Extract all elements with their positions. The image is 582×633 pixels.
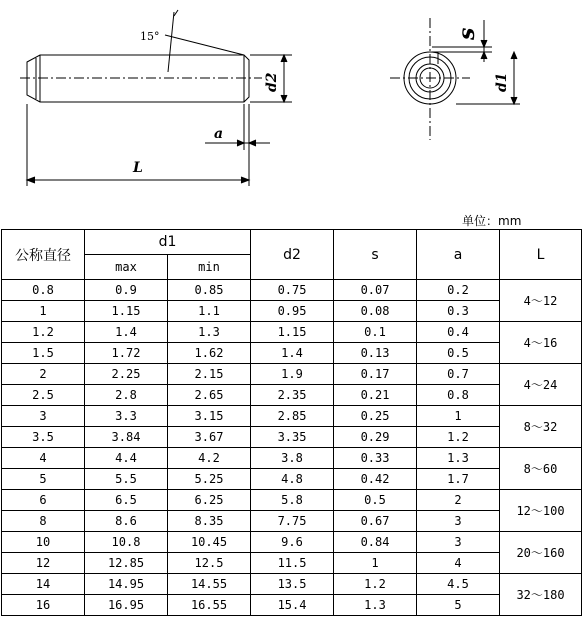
cell-s: 0.84 (334, 532, 417, 553)
cell-a: 0.4 (417, 322, 500, 343)
header-L: L (500, 230, 582, 280)
cell-nominal: 2.5 (2, 385, 85, 406)
table-row (2, 469, 582, 490)
cell-min: 4.2 (168, 448, 251, 469)
cell-nominal: 16 (2, 595, 85, 616)
cell-nominal: 6 (2, 490, 85, 511)
cell-min: 10.45 (168, 532, 251, 553)
cell-s: 0.13 (334, 343, 417, 364)
table-row (2, 343, 582, 364)
cell-nominal: 4 (2, 448, 85, 469)
table-row (2, 427, 582, 448)
cell-d2: 7.75 (251, 511, 334, 532)
cell-length-range: 4～16 (500, 322, 582, 364)
table-row (2, 448, 582, 469)
table-row (2, 511, 582, 532)
cell-nominal: 10 (2, 532, 85, 553)
s-dimension (432, 20, 492, 62)
table-row (2, 280, 582, 301)
cell-s: 1.3 (334, 595, 417, 616)
cell-min: 5.25 (168, 469, 251, 490)
cell-max: 8.6 (85, 511, 168, 532)
cell-length-range: 32～180 (500, 574, 582, 616)
s-label: s (454, 27, 480, 40)
cell-a: 0.3 (417, 301, 500, 322)
cell-d2: 1.4 (251, 343, 334, 364)
table-row (2, 553, 582, 574)
cell-nominal: 3 (2, 406, 85, 427)
cell-min: 8.35 (168, 511, 251, 532)
cell-d2: 2.85 (251, 406, 334, 427)
cell-nominal: 12 (2, 553, 85, 574)
cell-length-range: 20～160 (500, 532, 582, 574)
cell-s: 0.67 (334, 511, 417, 532)
header-d2: d2 (251, 230, 334, 280)
cell-length-range: 12～100 (500, 490, 582, 532)
cell-nominal: 2 (2, 364, 85, 385)
cell-s: 0.33 (334, 448, 417, 469)
cell-length-range: 8～32 (500, 406, 582, 448)
cell-d2: 2.35 (251, 385, 334, 406)
cell-d2: 0.75 (251, 280, 334, 301)
cell-d2: 5.8 (251, 490, 334, 511)
table-row (2, 532, 582, 553)
cell-min: 3.15 (168, 406, 251, 427)
cell-s: 0.42 (334, 469, 417, 490)
cell-d2: 0.95 (251, 301, 334, 322)
cell-d2: 3.35 (251, 427, 334, 448)
cell-min: 2.15 (168, 364, 251, 385)
cell-max: 1.15 (85, 301, 168, 322)
cell-d2: 13.5 (251, 574, 334, 595)
table-row (2, 574, 582, 595)
cell-nominal: 14 (2, 574, 85, 595)
cell-a: 0.5 (417, 343, 500, 364)
cell-max: 6.5 (85, 490, 168, 511)
pin-technical-drawing (0, 0, 582, 200)
header-a: a (417, 230, 500, 280)
cell-max: 2.25 (85, 364, 168, 385)
cell-min: 1.1 (168, 301, 251, 322)
cell-d2: 1.15 (251, 322, 334, 343)
table-row (2, 301, 582, 322)
cell-max: 4.4 (85, 448, 168, 469)
cell-min: 1.62 (168, 343, 251, 364)
cell-d2: 1.9 (251, 364, 334, 385)
spec-table (1, 229, 582, 616)
table-row (2, 406, 582, 427)
pin-side-view (20, 55, 262, 102)
cell-s: 0.17 (334, 364, 417, 385)
cell-s: 0.08 (334, 301, 417, 322)
cell-s: 0.1 (334, 322, 417, 343)
header-s: s (334, 230, 417, 280)
cell-a: 5 (417, 595, 500, 616)
unit-label: 单位：mm (462, 214, 522, 228)
cell-max: 12.85 (85, 553, 168, 574)
cell-s: 1.2 (334, 574, 417, 595)
table-row (2, 385, 582, 406)
angle-label: 15° (140, 30, 160, 43)
cell-s: 0.5 (334, 490, 417, 511)
cell-nominal: 5 (2, 469, 85, 490)
cell-a: 1.3 (417, 448, 500, 469)
cell-a: 3 (417, 511, 500, 532)
cell-a: 1 (417, 406, 500, 427)
cell-max: 1.4 (85, 322, 168, 343)
cell-a: 1.2 (417, 427, 500, 448)
d2-label: d2 (264, 72, 280, 92)
cell-d2: 3.8 (251, 448, 334, 469)
table-row (2, 322, 582, 343)
spec-table-body (2, 280, 582, 616)
cell-d2: 9.6 (251, 532, 334, 553)
cell-max: 16.95 (85, 595, 168, 616)
table-row (2, 364, 582, 385)
cell-max: 1.72 (85, 343, 168, 364)
cell-d2: 15.4 (251, 595, 334, 616)
cell-nominal: 8 (2, 511, 85, 532)
table-row (2, 595, 582, 616)
cell-s: 1 (334, 553, 417, 574)
cell-a: 3 (417, 532, 500, 553)
cell-min: 6.25 (168, 490, 251, 511)
cell-a: 4 (417, 553, 500, 574)
cell-min: 0.85 (168, 280, 251, 301)
cell-d2: 4.8 (251, 469, 334, 490)
cell-min: 1.3 (168, 322, 251, 343)
cell-length-range: 4～12 (500, 280, 582, 322)
cell-a: 0.8 (417, 385, 500, 406)
cell-nominal: 1.5 (2, 343, 85, 364)
cell-nominal: 3.5 (2, 427, 85, 448)
cell-d2: 11.5 (251, 553, 334, 574)
cell-max: 14.95 (85, 574, 168, 595)
cell-max: 5.5 (85, 469, 168, 490)
cell-s: 0.29 (334, 427, 417, 448)
table-row (2, 490, 582, 511)
cell-min: 3.67 (168, 427, 251, 448)
L-label: L (133, 160, 143, 176)
cell-a: 0.7 (417, 364, 500, 385)
d1-label: d1 (494, 72, 510, 92)
cell-min: 14.55 (168, 574, 251, 595)
cell-length-range: 8～60 (500, 448, 582, 490)
cell-max: 3.3 (85, 406, 168, 427)
cell-min: 12.5 (168, 553, 251, 574)
angle-annotation (165, 10, 244, 72)
cell-min: 2.65 (168, 385, 251, 406)
header-row-top (2, 230, 582, 255)
cell-s: 0.25 (334, 406, 417, 427)
cell-max: 3.84 (85, 427, 168, 448)
cell-length-range: 4～24 (500, 364, 582, 406)
cell-a: 2 (417, 490, 500, 511)
cell-a: 4.5 (417, 574, 500, 595)
cell-min: 16.55 (168, 595, 251, 616)
cell-a: 0.2 (417, 280, 500, 301)
header-d1: d1 (85, 230, 251, 255)
cell-nominal: 0.8 (2, 280, 85, 301)
cell-max: 0.9 (85, 280, 168, 301)
cell-s: 0.21 (334, 385, 417, 406)
cell-nominal: 1.2 (2, 322, 85, 343)
cell-max: 10.8 (85, 532, 168, 553)
header-max: max (85, 255, 168, 280)
cell-max: 2.8 (85, 385, 168, 406)
cell-a: 1.7 (417, 469, 500, 490)
header-min: min (168, 255, 251, 280)
cell-s: 0.07 (334, 280, 417, 301)
a-label: a (214, 126, 224, 142)
header-nominal: 公称直径 (2, 230, 85, 280)
cell-nominal: 1 (2, 301, 85, 322)
